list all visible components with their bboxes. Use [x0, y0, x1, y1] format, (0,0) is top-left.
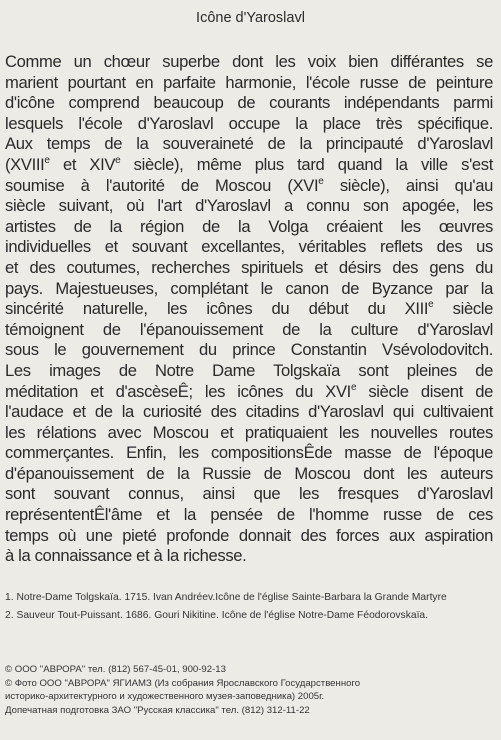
body-line: individuelles et souvant excellantes, véritables reflets des us: [5, 237, 493, 257]
body-line: sous le gouvernement du prince Constantin Vsévolodovitch.: [5, 340, 493, 360]
body-line: (XVIIIe et XIVe siècle), même plus tard quand la ville s'est: [5, 154, 493, 174]
body-line: d'icône comprend beaucoup de courants indépendants parmi: [5, 93, 493, 113]
body-line: témoignent de l'épanouissement de la culture d'Yaroslavl: [5, 319, 493, 339]
figure-captions: [5, 591, 493, 627]
credit-line-3: историко-архитектурного и художественного музея-заповедника) 2005г.: [5, 691, 325, 702]
body-line: à la connaissance et à la richesse.: [5, 546, 247, 566]
credit-line-4: Допечатная подготовка ЗАО "Русская классика" тел. (812) 312-11-22: [5, 704, 310, 716]
body-line: d'épanouissement de la Russie de Moscou dont les auteurs: [5, 463, 493, 483]
body-line: méditation et d'ascèseÊ; les icônes du XVIe siècle disent de: [5, 381, 493, 401]
credit-line-2: © Фото ООО "АВРОРА" ЯГИАМЗ (Из собрания Ярославского Государственного: [5, 677, 361, 689]
article-paragraph: [5, 52, 493, 567]
body-line: Les images de Notre Dame Tolgskaïa sont pleines de: [5, 360, 493, 380]
body-line: temps où une pieté profonde donnait des forces aux aspiration: [5, 525, 493, 545]
body-line: soumise à l'autorité de Moscou (XVIe siècle), ainsi qu'au: [5, 175, 493, 195]
caption-2: 2. Sauveur Tout-Puissant. 1686. Gouri Nikitine. Icône de l'église Notre-Dame Féodorovskaïa.: [5, 610, 429, 621]
body-line: l'audace et de la curiosité des citadins d'Yaroslavl qui cultivaient: [5, 402, 493, 422]
page-title: Icône d'Yaroslavl: [196, 10, 305, 26]
body-line: pays. Majestueuses, complétant le canon de Byzance par la: [5, 278, 493, 298]
body-line: sont souvant connus, ainsi que les fresques d'Yaroslavl: [5, 484, 493, 504]
body-line: siècle suivant, où l'art d'Yaroslavl a connu son apogée, les: [5, 196, 493, 216]
body-line: marient pourtant en parfaite harmonie, l'école russe de peinture: [5, 72, 493, 92]
body-line: Comme un chœur superbe dont les voix bien différantes se: [5, 52, 493, 71]
publisher-credits: [5, 664, 495, 718]
body-line: lesquels l'école d'Yaroslavl occupe la place très spécifique.: [5, 113, 493, 133]
caption-1: 1. Notre-Dame Tolgskaïa. 1715. Ivan Andréev.Icône de l'église Sainte-Barbara la Grande Martyre: [5, 592, 447, 603]
body-line: et des coutumes, recherches spirituels et désirs des gens du: [5, 257, 493, 277]
body-line: commerçantes. Enfin, les compositionsÊde masse de l'époque: [5, 443, 493, 463]
body-line: sincérité naturelle, les icônes du début du XIIIe siècle: [5, 299, 493, 319]
article-body: [5, 52, 493, 567]
body-line: les rélations avec Moscou et pratiquaient les nouvelles routes: [5, 422, 493, 442]
body-line: Aux temps de la souveraineté de la principauté d'Yaroslavl: [5, 134, 493, 154]
body-line: représententÊl'âme et la pensée de l'homme russe de ces: [5, 505, 493, 525]
body-line: artistes de la région de la Volga créaient les œuvres: [5, 216, 493, 236]
credit-line-1: © ООО "АВРОРА" тел. (812) 567-45-01, 900-92-13: [5, 664, 226, 675]
